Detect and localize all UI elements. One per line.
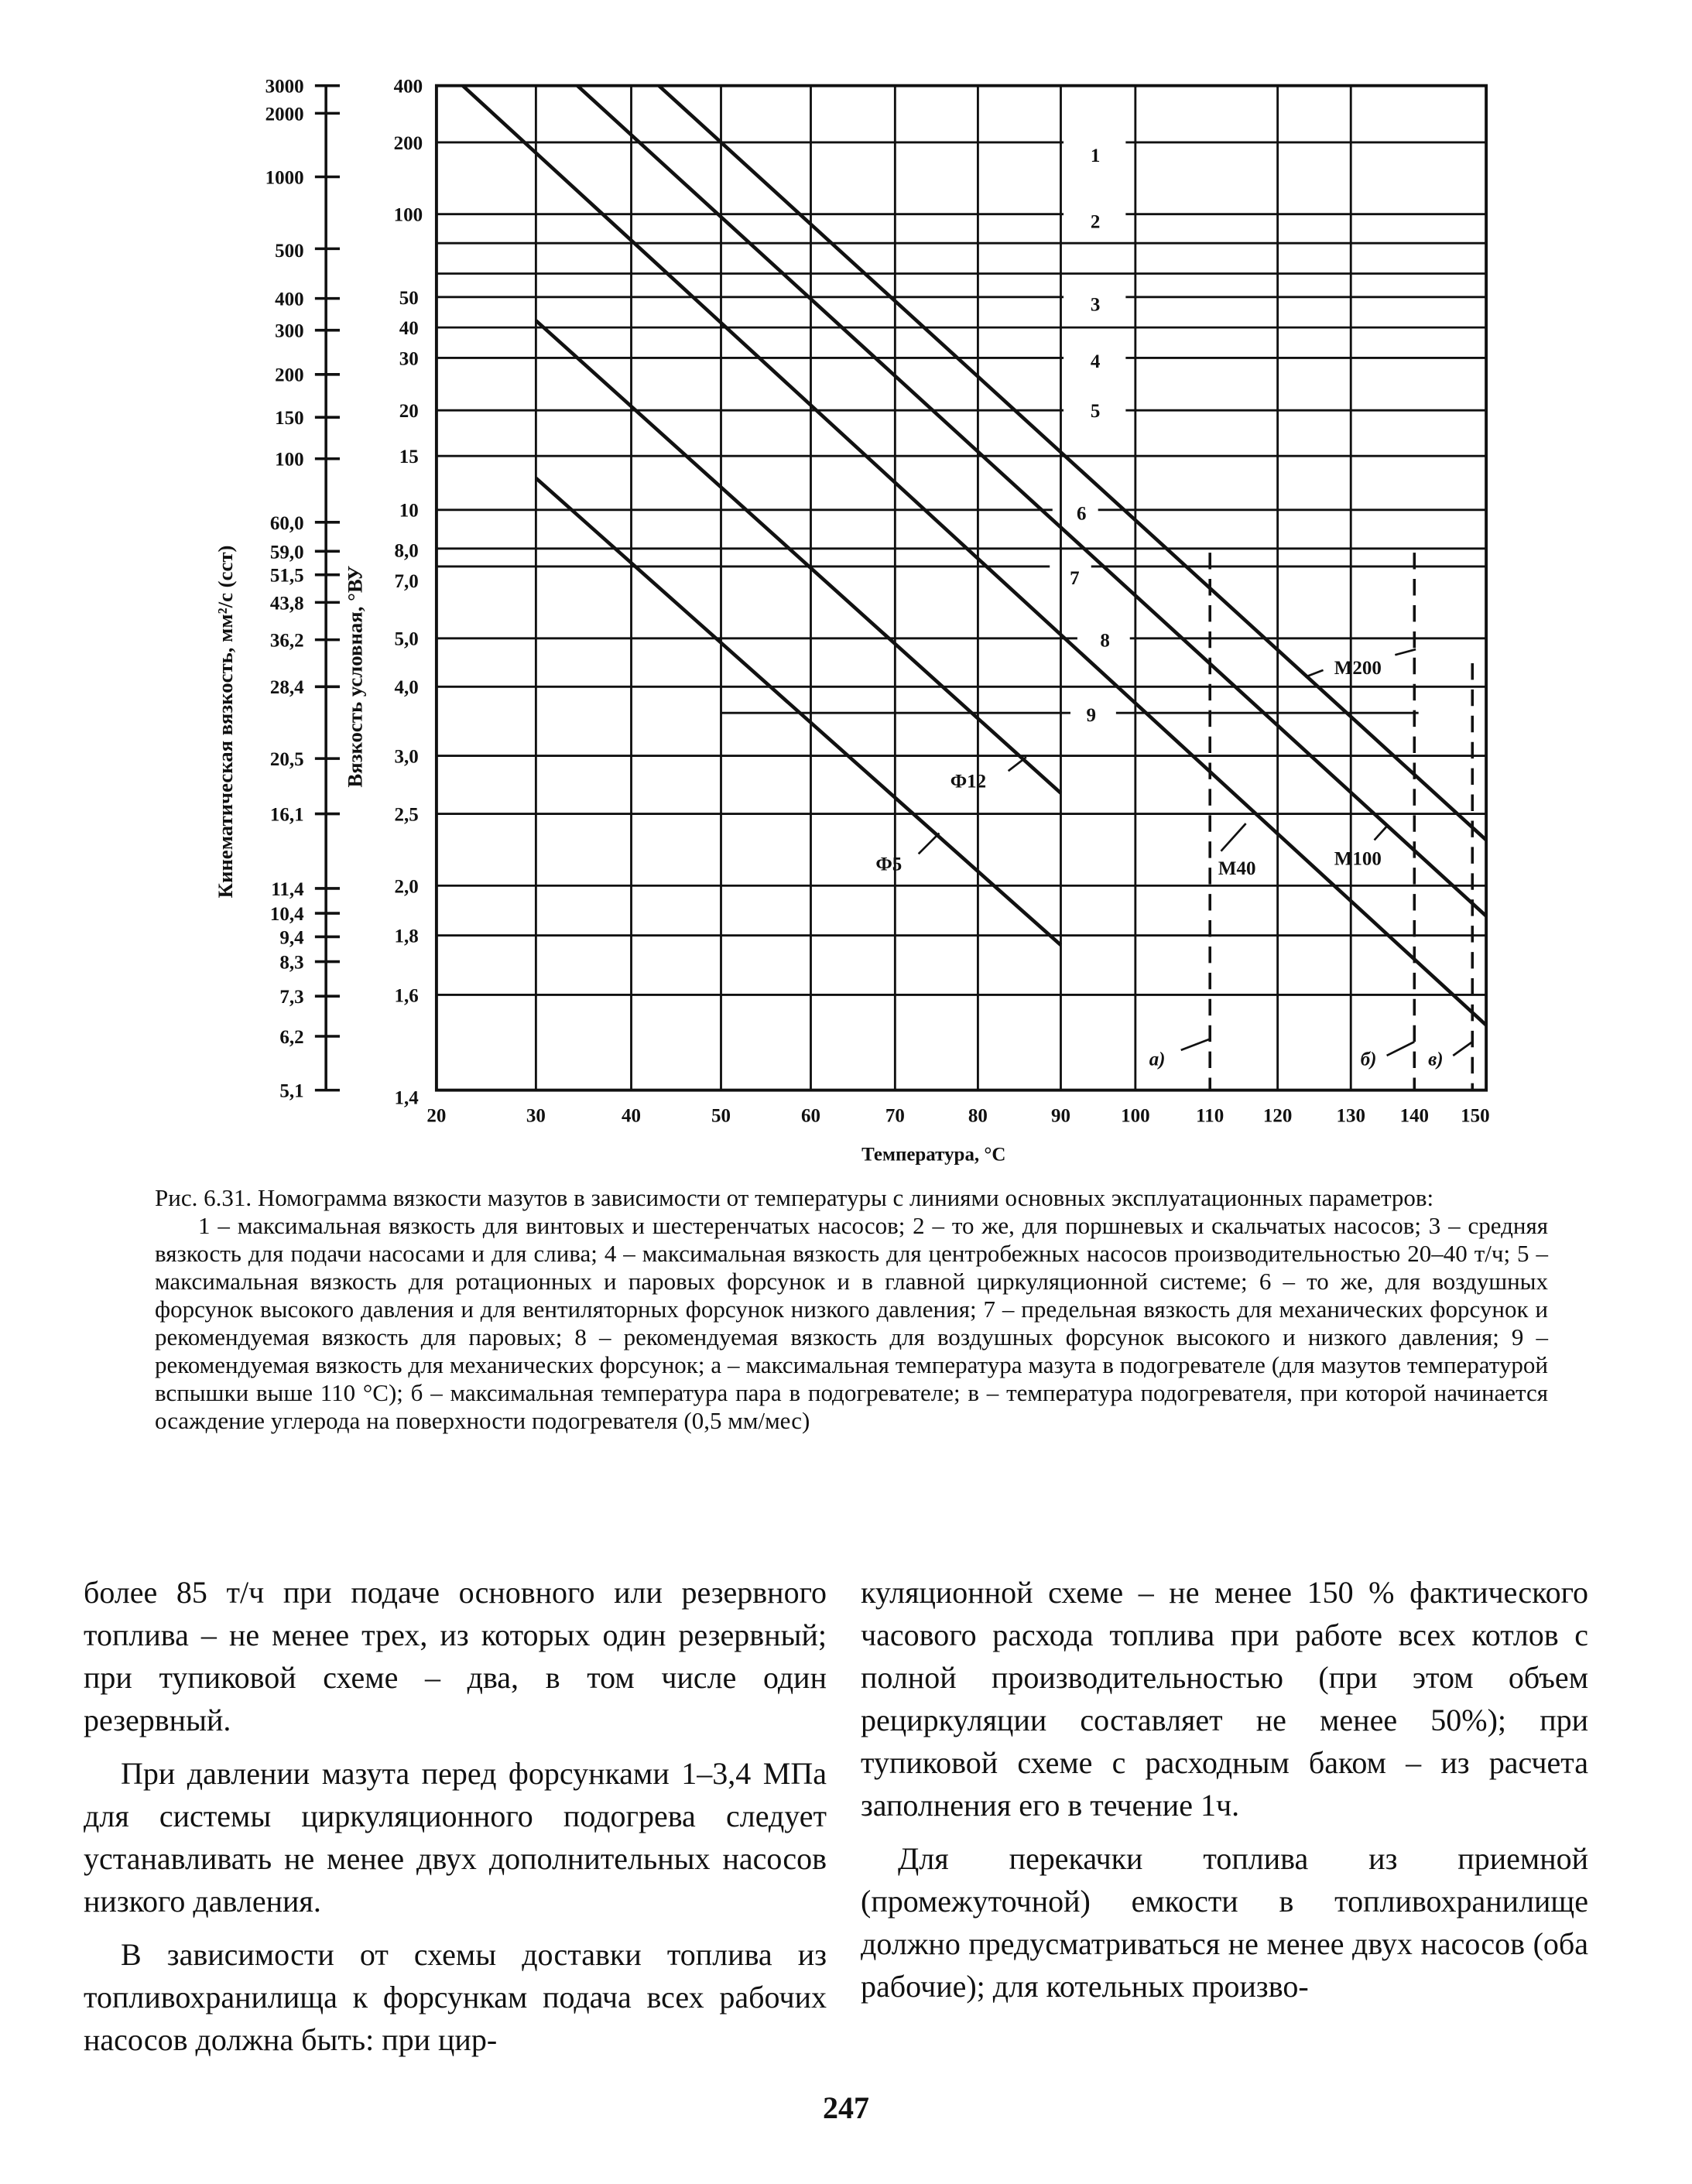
vu-axis-labels xyxy=(394,77,423,1109)
curve-m200 xyxy=(659,86,1486,840)
svg-text:20: 20 xyxy=(399,401,419,423)
svg-text:20,5: 20,5 xyxy=(269,749,304,771)
svg-text:100: 100 xyxy=(393,204,423,226)
x-axis-title: Температура, °C xyxy=(861,1144,1006,1166)
figure-caption xyxy=(155,1184,1548,1435)
limit-label-2: 2 xyxy=(1090,211,1101,233)
label-m40: М40 xyxy=(1218,858,1256,880)
caption-title: Рис. 6.31. Номограмма вязкости мазутов в зависимости от температуры с линиями основных эксплуатационных параметров: xyxy=(155,1184,1434,1211)
svg-text:2000: 2000 xyxy=(265,104,304,125)
svg-text:60,0: 60,0 xyxy=(269,512,304,534)
svg-text:80: 80 xyxy=(968,1105,988,1127)
limit-label-1: 1 xyxy=(1090,145,1101,166)
limit-label-5: 5 xyxy=(1090,401,1101,423)
paragraph: более 85 т/ч при подаче основного или резервного топлива – не менее трех, из которых один резервный; при тупиковой схеме – два, в том числе один резервный. xyxy=(84,1575,827,1737)
page-number: 247 xyxy=(823,2090,869,2125)
paragraph: куляционной схеме – не менее 150 % фактического часового расхода топлива при работе всех котлов с полной производительностью (при этом объем рециркуляции составляет не менее 50%); при тупиковой схеме с расходным баком – из расчета заполнения его в течение 1ч. xyxy=(861,1575,1588,1823)
svg-text:5,0: 5,0 xyxy=(394,628,419,650)
svg-text:40: 40 xyxy=(622,1105,641,1127)
svg-text:50: 50 xyxy=(399,287,419,309)
svg-text:1,8: 1,8 xyxy=(394,926,419,947)
svg-text:59,0: 59,0 xyxy=(269,542,304,563)
body-column-left xyxy=(84,1571,827,2072)
svg-text:100: 100 xyxy=(275,449,304,471)
label-m100: М100 xyxy=(1334,848,1382,870)
paragraph: В зависимости от схемы доставки топлива из топливохранилища к форсункам подача всех рабочих насосов должна быть: при цир- xyxy=(84,1937,827,2057)
caption-legend: 1 – максимальная вязкость для винтовых и шестеренчатых насосов; 2 – то же, для поршневых и скальчатых насосов; 3 – средняя вязкость для подачи насосами и для слива; 4 – максимальная вязкость для центробежных насосов производительностью 20–40 т/ч; 5 – максимальная вязкость для ротационных и паровых форсунок и в главной циркуляционной системе; 6 – то же, для воздушных форсунок высокого давления и для вентиляторных форсунок низкого давления; 7 – предельная вязкость для механических форсунок и рекомендуемая вязкость для паровых; 8 – рекомендуемая вязкость для воздушных форсунок высокого и низкого давления; 9 – рекомендуемая вязкость для механических форсунок; а – максимальная температура мазута в подогревателе (для мазутов температурой вспышки выше 110 °С); б – максимальная температура пара в подогревателе; в – температура подогревателя, при которой начинается осаждение углерода на поверхности подогревателя (0,5 мм/мес) xyxy=(155,1212,1548,1434)
svg-text:10,4: 10,4 xyxy=(269,904,304,926)
svg-text:10: 10 xyxy=(399,500,419,522)
svg-text:500: 500 xyxy=(275,241,304,262)
fuel-curves xyxy=(463,86,1486,1025)
temperature-limit-lines xyxy=(1210,553,1472,1090)
svg-text:90: 90 xyxy=(1051,1105,1070,1127)
limit-label-8: 8 xyxy=(1100,630,1110,652)
svg-text:6,2: 6,2 xyxy=(279,1026,304,1048)
y-gridlines xyxy=(437,142,1486,995)
svg-text:120: 120 xyxy=(1262,1105,1293,1127)
svg-text:2,0: 2,0 xyxy=(394,876,419,898)
label-f12: Ф12 xyxy=(950,771,987,792)
svg-text:50: 50 xyxy=(711,1105,731,1127)
svg-text:51,5: 51,5 xyxy=(269,565,304,587)
svg-text:60: 60 xyxy=(801,1105,820,1127)
kinematic-axis-title: Кинематическая вязкость, мм²/с (сст) xyxy=(213,545,237,899)
svg-text:9,4: 9,4 xyxy=(279,927,304,949)
svg-text:400: 400 xyxy=(393,76,423,98)
svg-text:200: 200 xyxy=(275,365,304,386)
limit-label-3: 3 xyxy=(1090,294,1101,316)
svg-text:1,6: 1,6 xyxy=(394,985,419,1007)
svg-text:3000: 3000 xyxy=(265,76,304,98)
svg-text:30: 30 xyxy=(399,348,419,370)
svg-text:7,3: 7,3 xyxy=(279,987,304,1008)
svg-text:70: 70 xyxy=(885,1105,905,1127)
svg-text:15: 15 xyxy=(399,447,419,468)
svg-text:7,0: 7,0 xyxy=(394,570,419,592)
label-m200: М200 xyxy=(1334,658,1382,680)
svg-text:130: 130 xyxy=(1336,1105,1365,1127)
svg-text:1,4: 1,4 xyxy=(394,1087,419,1109)
svg-text:100: 100 xyxy=(1121,1105,1150,1127)
paragraph: Для перекачки топлива из приемной (промежуточной) емкости в топливохранилище должно предусматриваться не менее двух насосов (оба рабочие); для котельных произво- xyxy=(861,1841,1588,2004)
label-f5: Ф5 xyxy=(875,854,903,875)
curve-m40 xyxy=(463,86,1486,1025)
vu-axis-title: Вязкость условная, °ВУ xyxy=(343,565,367,788)
label-a: а) xyxy=(1149,1049,1166,1070)
svg-text:8,0: 8,0 xyxy=(394,540,419,562)
label-b: б) xyxy=(1360,1049,1377,1070)
svg-text:400: 400 xyxy=(275,289,304,310)
svg-text:20: 20 xyxy=(426,1105,447,1127)
svg-text:30: 30 xyxy=(526,1105,546,1127)
label-v: в) xyxy=(1428,1049,1444,1070)
svg-text:3,0: 3,0 xyxy=(394,746,419,768)
limit-label-4: 4 xyxy=(1090,351,1101,372)
svg-text:5,1: 5,1 xyxy=(279,1080,304,1102)
body-column-right xyxy=(861,1571,1588,2018)
svg-text:200: 200 xyxy=(393,132,423,154)
svg-text:8,3: 8,3 xyxy=(279,952,304,974)
svg-text:2,5: 2,5 xyxy=(394,804,419,826)
svg-text:16,1: 16,1 xyxy=(269,804,304,826)
svg-text:110: 110 xyxy=(1196,1105,1224,1127)
svg-text:150: 150 xyxy=(275,408,304,430)
svg-text:4,0: 4,0 xyxy=(394,677,419,699)
svg-text:11,4: 11,4 xyxy=(271,878,304,900)
kinematic-axis-labels xyxy=(265,77,304,1102)
svg-text:1000: 1000 xyxy=(265,167,304,189)
svg-text:36,2: 36,2 xyxy=(269,630,304,652)
svg-text:43,8: 43,8 xyxy=(269,593,304,614)
paragraph: При давлении мазута перед форсунками 1–3,4 МПа для системы циркуляционного подогрева следует устанавливать не менее двух дополнительных насосов низкого давления. xyxy=(84,1756,827,1919)
limit-label-7: 7 xyxy=(1070,568,1080,590)
svg-text:28,4: 28,4 xyxy=(269,677,304,699)
svg-text:300: 300 xyxy=(275,320,304,342)
limit-label-9: 9 xyxy=(1086,704,1096,726)
svg-text:40: 40 xyxy=(399,318,419,340)
limit-label-6: 6 xyxy=(1077,503,1087,525)
svg-text:150: 150 xyxy=(1461,1105,1490,1127)
svg-text:140: 140 xyxy=(1399,1105,1430,1127)
x-axis-labels xyxy=(426,1106,1489,1127)
